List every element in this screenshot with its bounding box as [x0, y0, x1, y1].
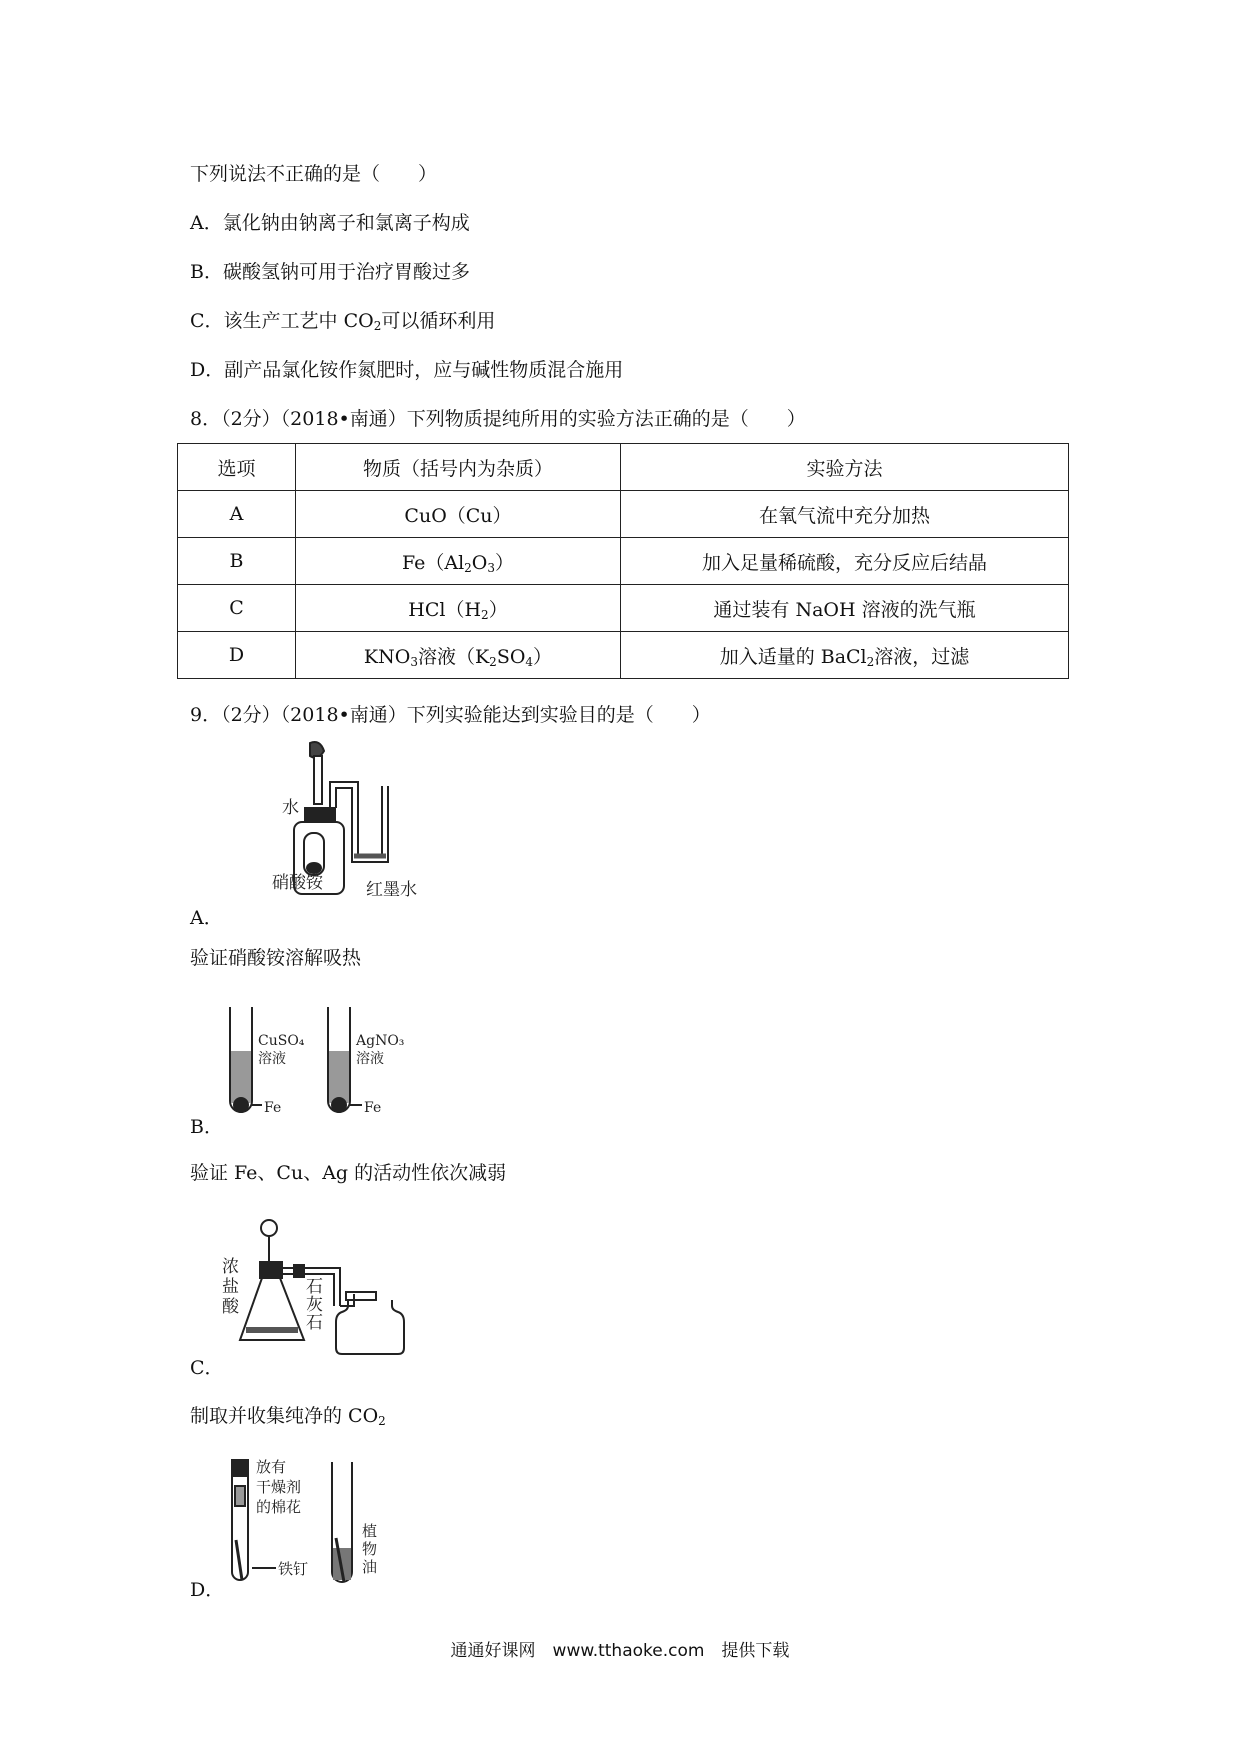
figure-b-apparatus: [222, 1005, 442, 1123]
label-veg-oil-2: 物: [362, 1540, 378, 1558]
figure-d-apparatus: [222, 1452, 422, 1592]
q7-stem: 下列说法不正确的是（ ）: [190, 163, 438, 185]
label-veg-oil-1: 植: [362, 1522, 378, 1540]
label-limestone-1: 石: [306, 1277, 323, 1297]
table-cell: $Fe(Al_2O_3)$: [296, 538, 621, 585]
table-cell: 加入足量稀硫酸，充分反应后结晶: [621, 538, 1069, 585]
label-cuso4: CuSO₄: [258, 1033, 305, 1049]
q8-stem: 8．（2分）（2018•南通）下列物质提纯所用的实验方法正确的是（ ）: [190, 408, 806, 430]
table-cell: $HCl(H_2)$: [296, 585, 621, 632]
q9-option-b-letter: B．: [190, 1116, 223, 1138]
label-veg-oil-3: 油: [362, 1558, 378, 1576]
table-row: [178, 538, 1069, 585]
table-header: 选项: [178, 444, 296, 491]
q9-option-b-desc: 验证 Fe、Cu、Ag 的活动性依次减弱: [190, 1162, 507, 1184]
table-cell: 在氧气流中充分加热: [621, 491, 1069, 538]
q8-table: [177, 443, 1069, 679]
q7-option-b: B．碳酸氢钠可用于治疗胃酸过多: [190, 261, 470, 283]
page-footer: 通通好课网 www.tthaoke.com 提供下载: [450, 1641, 790, 1661]
table-cell: B: [178, 538, 296, 585]
label-conc-3: 酸: [222, 1297, 239, 1317]
table-cell: $KNO_3$溶液$(K_2SO_4)$: [296, 632, 621, 679]
table-cell: A: [178, 491, 296, 538]
q9-stem: 9．（2分）（2018•南通）下列实验能达到实验目的是（ ）: [190, 704, 711, 726]
table-header-row: [178, 444, 1069, 491]
label-fe-1: Fe: [264, 1100, 282, 1116]
figure-a-apparatus: [270, 738, 450, 923]
figure-c-apparatus: [222, 1218, 422, 1358]
label-conc-1: 浓: [222, 1257, 239, 1277]
label-cotton-2: 干燥剂: [256, 1478, 302, 1496]
q7-option-c: C．该生产工艺中 $CO_2$可以循环利用: [190, 310, 496, 333]
label-solution-1: 溶液: [258, 1051, 286, 1067]
table-header: 实验方法: [621, 444, 1069, 491]
q7-option-a: A．氯化钠由钠离子和氯离子构成: [190, 212, 470, 234]
table-cell: C: [178, 585, 296, 632]
table-row: [178, 632, 1069, 679]
label-cotton-3: 的棉花: [256, 1498, 302, 1516]
table-cell: D: [178, 632, 296, 679]
table-row: [178, 491, 1069, 538]
q7-option-d: D．副产品氯化铵作氮肥时，应与碱性物质混合施用: [190, 359, 624, 381]
q9-option-a-letter: A．: [190, 907, 223, 929]
label-red-ink: 红墨水: [366, 880, 417, 900]
label-conc-2: 盐: [222, 1277, 239, 1297]
table-row: [178, 585, 1069, 632]
table-cell: 加入适量的 BaCl$_2$溶液，过滤: [621, 632, 1069, 679]
label-cotton-1: 放有: [256, 1458, 287, 1476]
label-limestone-2: 灰: [306, 1295, 323, 1315]
label-fe-2: Fe: [364, 1100, 382, 1116]
label-solution-2: 溶液: [356, 1051, 384, 1067]
table-cell: 通过装有 NaOH 溶液的洗气瓶: [621, 585, 1069, 632]
label-ammonium-nitrate: 硝酸铵: [272, 873, 323, 893]
q9-option-d-letter: D．: [190, 1579, 225, 1601]
q9-option-a-desc: 验证硝酸铵溶解吸热: [190, 947, 362, 969]
table-header: 物质（括号内为杂质）: [296, 444, 621, 491]
q9-option-c-desc: 制取并收集纯净的 $CO_2$: [190, 1405, 386, 1428]
label-water: 水: [282, 798, 299, 818]
label-limestone-3: 石: [306, 1313, 323, 1333]
q9-option-c-letter: C．: [190, 1357, 224, 1379]
label-agno3: AgNO₃: [356, 1033, 405, 1049]
label-iron-nail: 铁钉: [278, 1560, 309, 1578]
table-cell: CuO（Cu）: [296, 491, 621, 538]
